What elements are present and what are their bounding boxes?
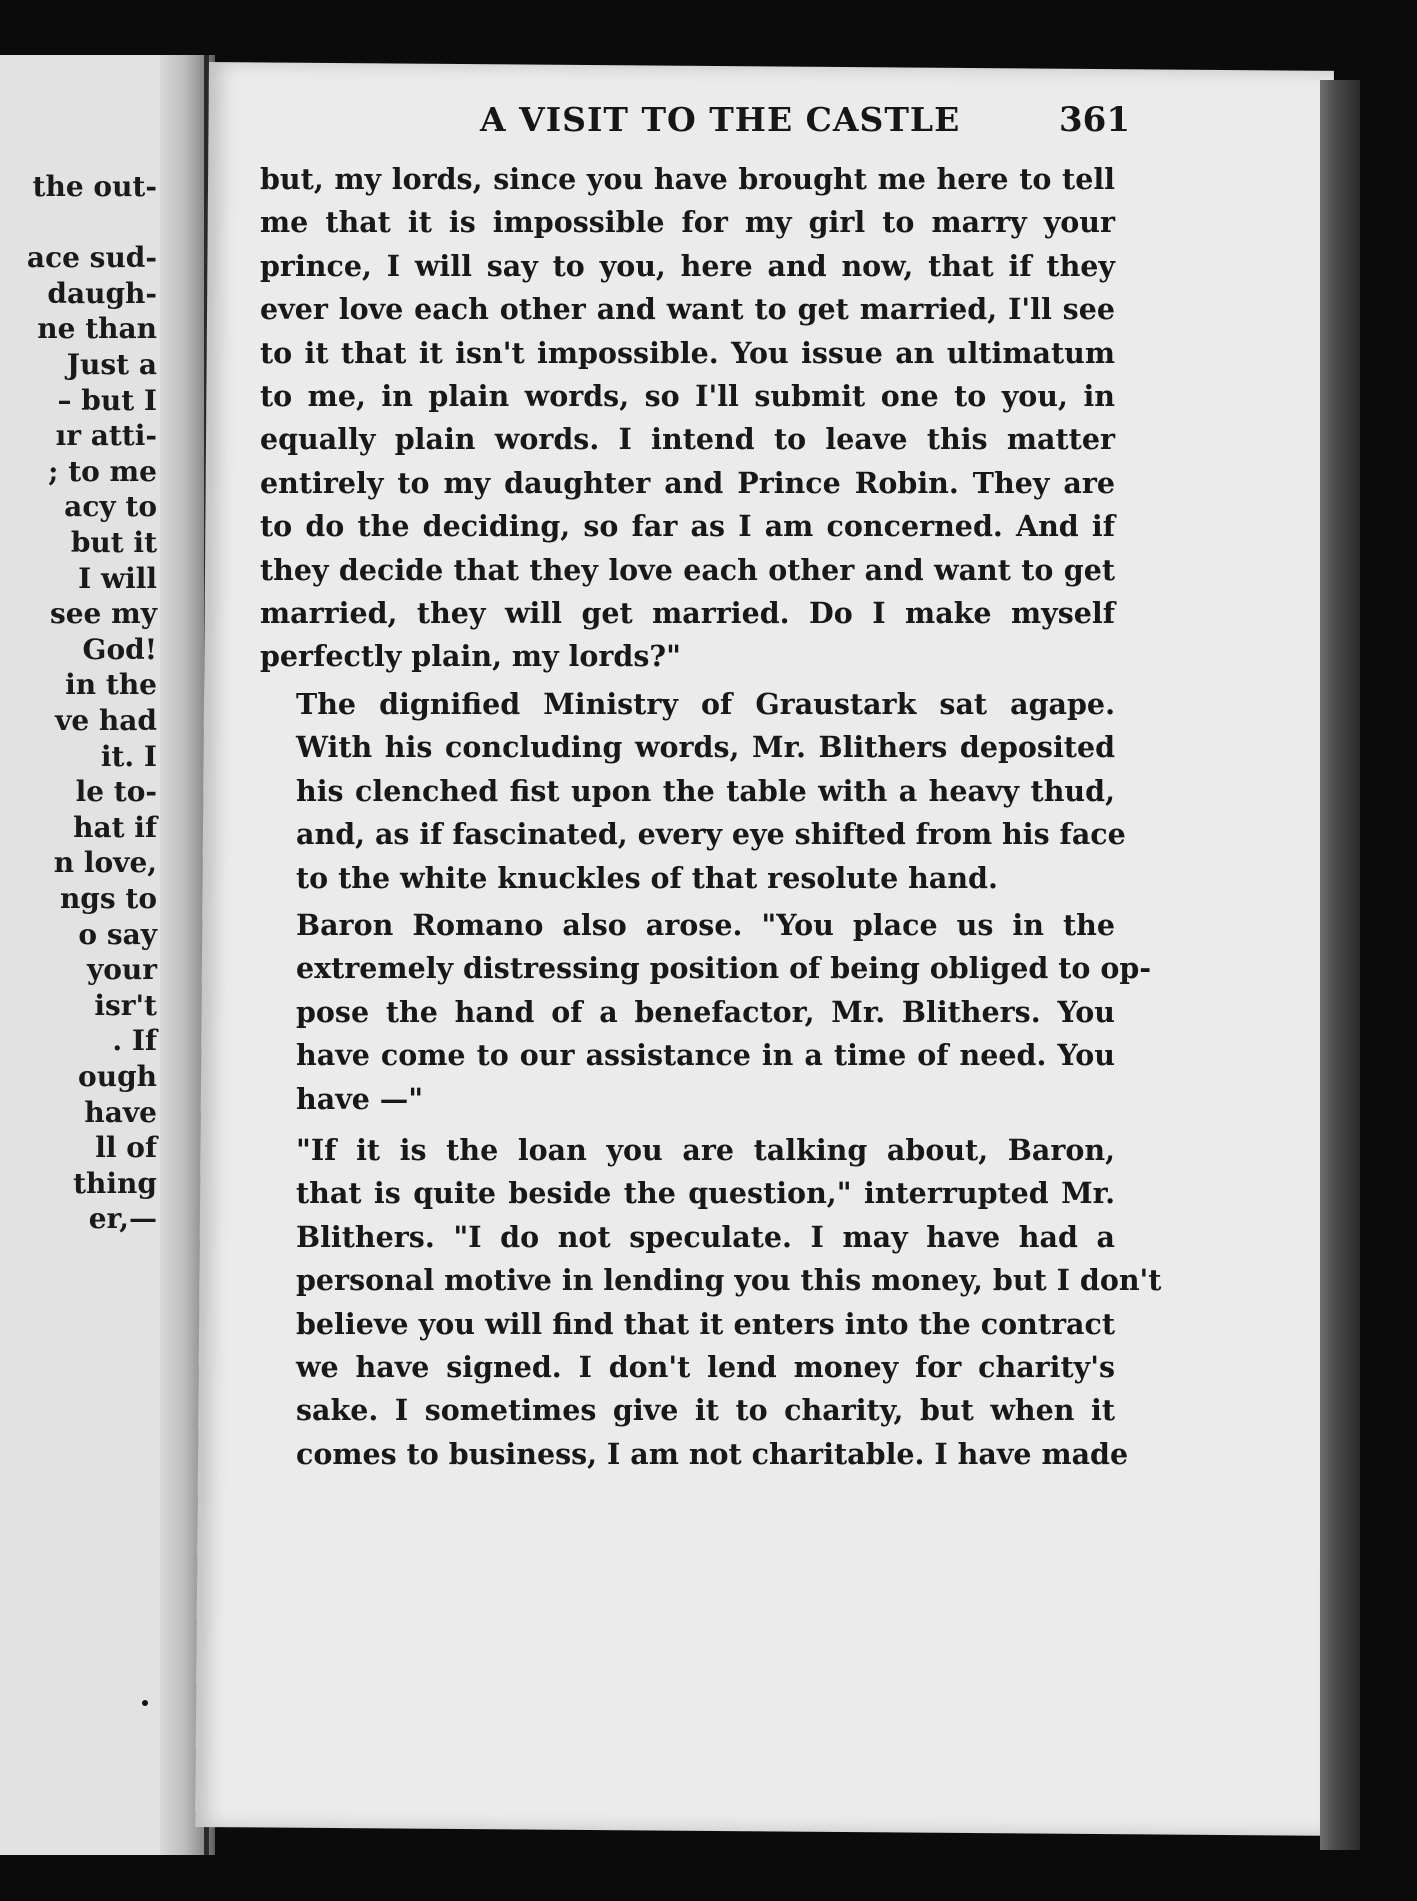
text-line: sake. I sometimes give it to charity, but when it	[296, 1393, 1115, 1428]
paragraph	[260, 683, 1126, 900]
text-line: have —"	[296, 1081, 424, 1116]
left-page-line: Just a	[66, 348, 157, 381]
left-page-line: ve had	[55, 704, 157, 737]
left-page-line: thing	[73, 1166, 157, 1200]
paragraph	[260, 904, 1152, 1121]
text-line: his clenched fist upon the table with a heavy thud,	[296, 773, 1115, 808]
left-page-line: ace sud-	[26, 241, 157, 275]
text-line: prince, I will say to you, here and now, that if they	[260, 248, 1115, 283]
running-title: A VISIT TO THE CASTLE	[480, 100, 961, 139]
left-page-line: n love,	[53, 846, 157, 880]
paragraph	[260, 1129, 1162, 1476]
scan-speck	[142, 1700, 148, 1706]
left-page-line: isr't	[94, 988, 157, 1022]
left-page-line: have	[84, 1095, 157, 1129]
left-page-line: ne than	[37, 312, 157, 346]
left-page-line: acy to	[64, 490, 157, 524]
text-line: we have signed. I don't lend money for charity's	[296, 1349, 1115, 1384]
text-line: they decide that they love each other and want to get	[260, 552, 1115, 587]
text-line: to it that it isn't impossible. You issue an ultimatum	[260, 335, 1115, 370]
left-page-line: o say	[78, 917, 157, 951]
text-line: "If it is the loan you are talking about, Baron,	[296, 1132, 1115, 1167]
text-line: comes to business, I am not charitable. I have made	[296, 1436, 1129, 1471]
text-line: but, my lords, since you have brought me here to tell	[260, 162, 1115, 196]
left-page-line: the out-	[32, 170, 157, 203]
text-line: equally plain words. I intend to leave this matter	[260, 422, 1115, 457]
left-page-line: ough	[78, 1060, 157, 1093]
page-number: 361	[1059, 100, 1130, 140]
text-line: and, as if fascinated, every eye shifted from his face	[296, 817, 1126, 852]
text-line: ever love each other and want to get married, I'll see	[260, 292, 1115, 327]
left-page-line: ; to me	[48, 454, 157, 488]
left-page-line: er,—	[88, 1202, 157, 1236]
left-page-line: ır atti-	[55, 419, 157, 453]
left-page-line: see my	[49, 597, 157, 631]
text-line: entirely to my daughter and Prince Robin. They are	[260, 465, 1115, 500]
left-page-line: it. I	[100, 739, 157, 773]
text-line: to do the deciding, so far as I am concerned. And if	[260, 509, 1115, 544]
text-line: With his concluding words, Mr. Blithers deposited	[296, 730, 1115, 765]
text-line: believe you will find that it enters into the contract	[296, 1306, 1115, 1341]
text-line: married, they will get married. Do I make myself	[260, 596, 1115, 631]
body-text	[260, 158, 1162, 1476]
left-page-line: God!	[82, 632, 157, 666]
left-page-line: your	[86, 953, 157, 987]
left-page-line: le to-	[75, 775, 157, 809]
text-line: to the white knuckles of that resolute hand.	[296, 860, 998, 895]
left-page-line: . If	[112, 1024, 157, 1058]
text-line: personal motive in lending you this money, but I don't	[296, 1263, 1162, 1298]
text-line: The dignified Ministry of Graustark sat agape.	[296, 686, 1115, 721]
text-line: have come to our assistance in a time of need. You	[296, 1038, 1115, 1073]
paragraph	[260, 158, 1115, 679]
text-line: perfectly plain, my lords?"	[260, 639, 681, 674]
text-line: pose the hand of a benefactor, Mr. Blithers. You	[296, 994, 1115, 1029]
text-line: that is quite beside the question," interrupted Mr.	[296, 1176, 1115, 1211]
left-page-line: hat if	[73, 810, 157, 844]
left-page-line: I will	[78, 561, 157, 595]
running-header	[270, 100, 1130, 150]
text-line: Baron Romano also arose. "You place us in the	[296, 907, 1115, 942]
left-page-line: in the	[65, 668, 157, 702]
page-stack-edge	[1320, 80, 1360, 1850]
text-line: me that it is impossible for my girl to marry your	[260, 205, 1115, 240]
left-page-line: ngs to	[59, 882, 157, 915]
text-line: Blithers. "I do not speculate. I may have had a	[296, 1219, 1115, 1254]
left-page-line: ll of	[95, 1131, 157, 1165]
left-page-line: – but I	[57, 383, 157, 417]
text-line: to me, in plain words, so I'll submit one to you, in	[260, 379, 1115, 414]
left-page-line: but it	[70, 526, 157, 559]
left-page-line: daugh-	[47, 276, 157, 310]
text-line: extremely distressing position of being obliged to op-	[296, 951, 1152, 986]
